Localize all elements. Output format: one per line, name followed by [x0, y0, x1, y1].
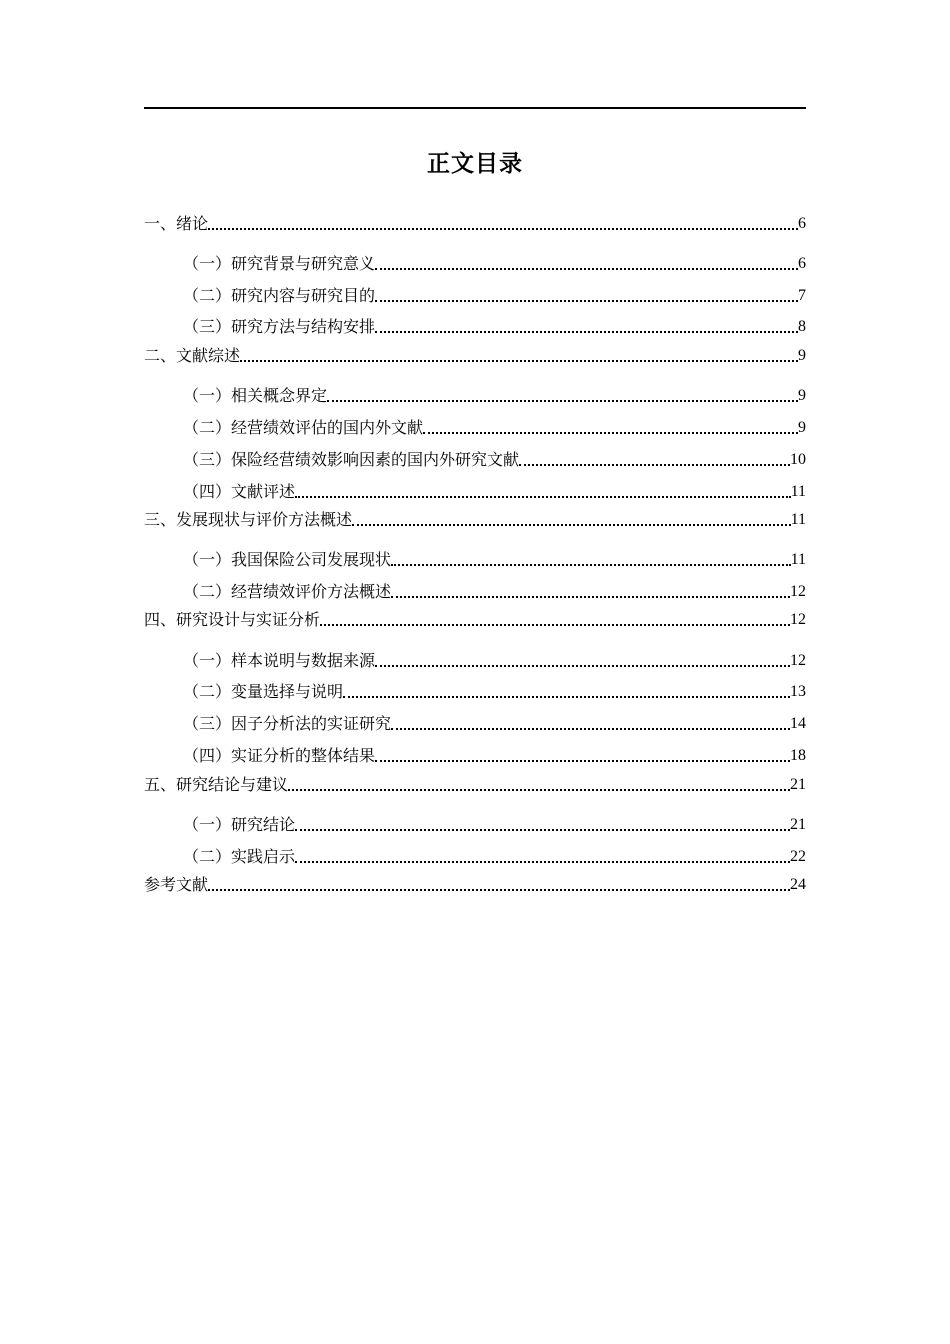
toc-entry[interactable]	[144, 874, 806, 896]
toc-leader	[327, 388, 798, 402]
toc-entry[interactable]	[183, 449, 806, 471]
toc-leader	[391, 716, 790, 730]
toc-entry-page: 22	[790, 848, 806, 865]
toc-entry-label: （二）实践启示	[183, 847, 296, 866]
toc-leader	[240, 348, 798, 362]
toc-leader	[391, 552, 791, 566]
toc-entry[interactable]	[183, 713, 806, 735]
toc-entry[interactable]	[183, 650, 806, 672]
toc-entry-label: （一）样本说明与数据来源	[183, 651, 376, 670]
toc-entry[interactable]	[144, 345, 806, 367]
toc-entry-label: （二）研究内容与研究目的	[183, 286, 376, 305]
toc-entry-page: 6	[798, 255, 806, 272]
toc-entry[interactable]	[183, 681, 806, 703]
toc-entry[interactable]	[183, 285, 806, 307]
toc-entry-label: （一）研究背景与研究意义	[183, 254, 376, 273]
toc-entry-page: 24	[790, 876, 806, 893]
toc-entry[interactable]	[183, 253, 806, 275]
toc-entry[interactable]	[183, 814, 806, 836]
toc-entry[interactable]	[144, 509, 806, 531]
page-title: 正文目录	[427, 151, 523, 177]
toc-leader	[208, 877, 790, 891]
toc-entry[interactable]	[144, 609, 806, 631]
toc-leader	[288, 777, 790, 791]
toc-entry-page: 18	[790, 747, 806, 764]
toc-leader	[375, 748, 790, 762]
toc-entry-page: 9	[798, 387, 806, 404]
toc-entry-label: 参考文献	[144, 875, 209, 894]
toc-entry-page: 11	[790, 511, 806, 528]
toc-entry-page: 7	[798, 287, 806, 304]
toc-entry-label: （三）研究方法与结构安排	[183, 317, 376, 336]
toc-entry[interactable]	[144, 774, 806, 796]
toc-entry-page: 12	[790, 611, 806, 628]
toc-leader	[519, 452, 790, 466]
toc-entry-label: 一、绪论	[144, 214, 209, 233]
toc-entry-label: （一）相关概念界定	[183, 386, 328, 405]
toc-leader	[320, 612, 790, 626]
toc-entry[interactable]	[183, 846, 806, 868]
toc-entry[interactable]	[183, 745, 806, 767]
toc-entry-label: 二、文献综述	[144, 346, 241, 365]
toc-entry-label: （三）保险经营绩效影响因素的国内外研究文献	[183, 450, 520, 469]
toc-leader	[375, 653, 790, 667]
toc-entry[interactable]	[183, 417, 806, 439]
toc-entry-label: （二）经营绩效评估的国内外文献	[183, 418, 424, 437]
toc-entry-label: （二）变量选择与说明	[183, 682, 344, 701]
toc-leader	[375, 288, 798, 302]
toc-leader	[375, 319, 798, 333]
toc-entry-page: 8	[798, 318, 806, 335]
toc-leader	[343, 684, 790, 698]
toc-entry[interactable]	[183, 385, 806, 407]
toc-entry-page: 12	[790, 652, 806, 669]
toc-leader	[352, 512, 791, 526]
toc-leader	[423, 420, 798, 434]
toc-entry-label: 四、研究设计与实证分析	[144, 610, 321, 629]
toc-entry-label: 五、研究结论与建议	[144, 775, 289, 794]
toc-entry-page: 14	[790, 715, 806, 732]
toc-leader	[391, 584, 790, 598]
toc-entry[interactable]	[183, 481, 806, 503]
toc-entry-page: 11	[790, 483, 806, 500]
toc-leader	[295, 484, 791, 498]
toc-entry-page: 10	[790, 451, 806, 468]
toc-entry-page: 11	[790, 551, 806, 568]
toc-entry-label: （四）实证分析的整体结果	[183, 746, 376, 765]
toc-leader	[295, 849, 790, 863]
header-rule	[144, 107, 806, 109]
toc-entry-page: 9	[798, 419, 806, 436]
toc-entry-label: （二）经营绩效评价方法概述	[183, 582, 392, 601]
toc-entry-label: （一）研究结论	[183, 815, 296, 834]
toc-entry-label: （一）我国保险公司发展现状	[183, 550, 392, 569]
toc-entry-page: 21	[790, 816, 806, 833]
toc-entry-page: 12	[790, 583, 806, 600]
toc-entry[interactable]	[183, 581, 806, 603]
toc-entry-label: （四）文献评述	[183, 482, 296, 501]
toc-entry[interactable]	[144, 213, 806, 235]
toc-entry[interactable]	[183, 316, 806, 338]
toc-entry-label: 三、发展现状与评价方法概述	[144, 510, 353, 529]
toc-leader	[375, 256, 798, 270]
toc-entry[interactable]	[183, 549, 806, 571]
toc-entry-page: 21	[790, 776, 806, 793]
toc-entry-page: 9	[798, 347, 806, 364]
toc-leader	[295, 817, 790, 831]
toc-entry-page: 6	[798, 215, 806, 232]
toc-entry-page: 13	[790, 683, 806, 700]
toc-entry-label: （三）因子分析法的实证研究	[183, 714, 392, 733]
toc-leader	[208, 216, 798, 230]
